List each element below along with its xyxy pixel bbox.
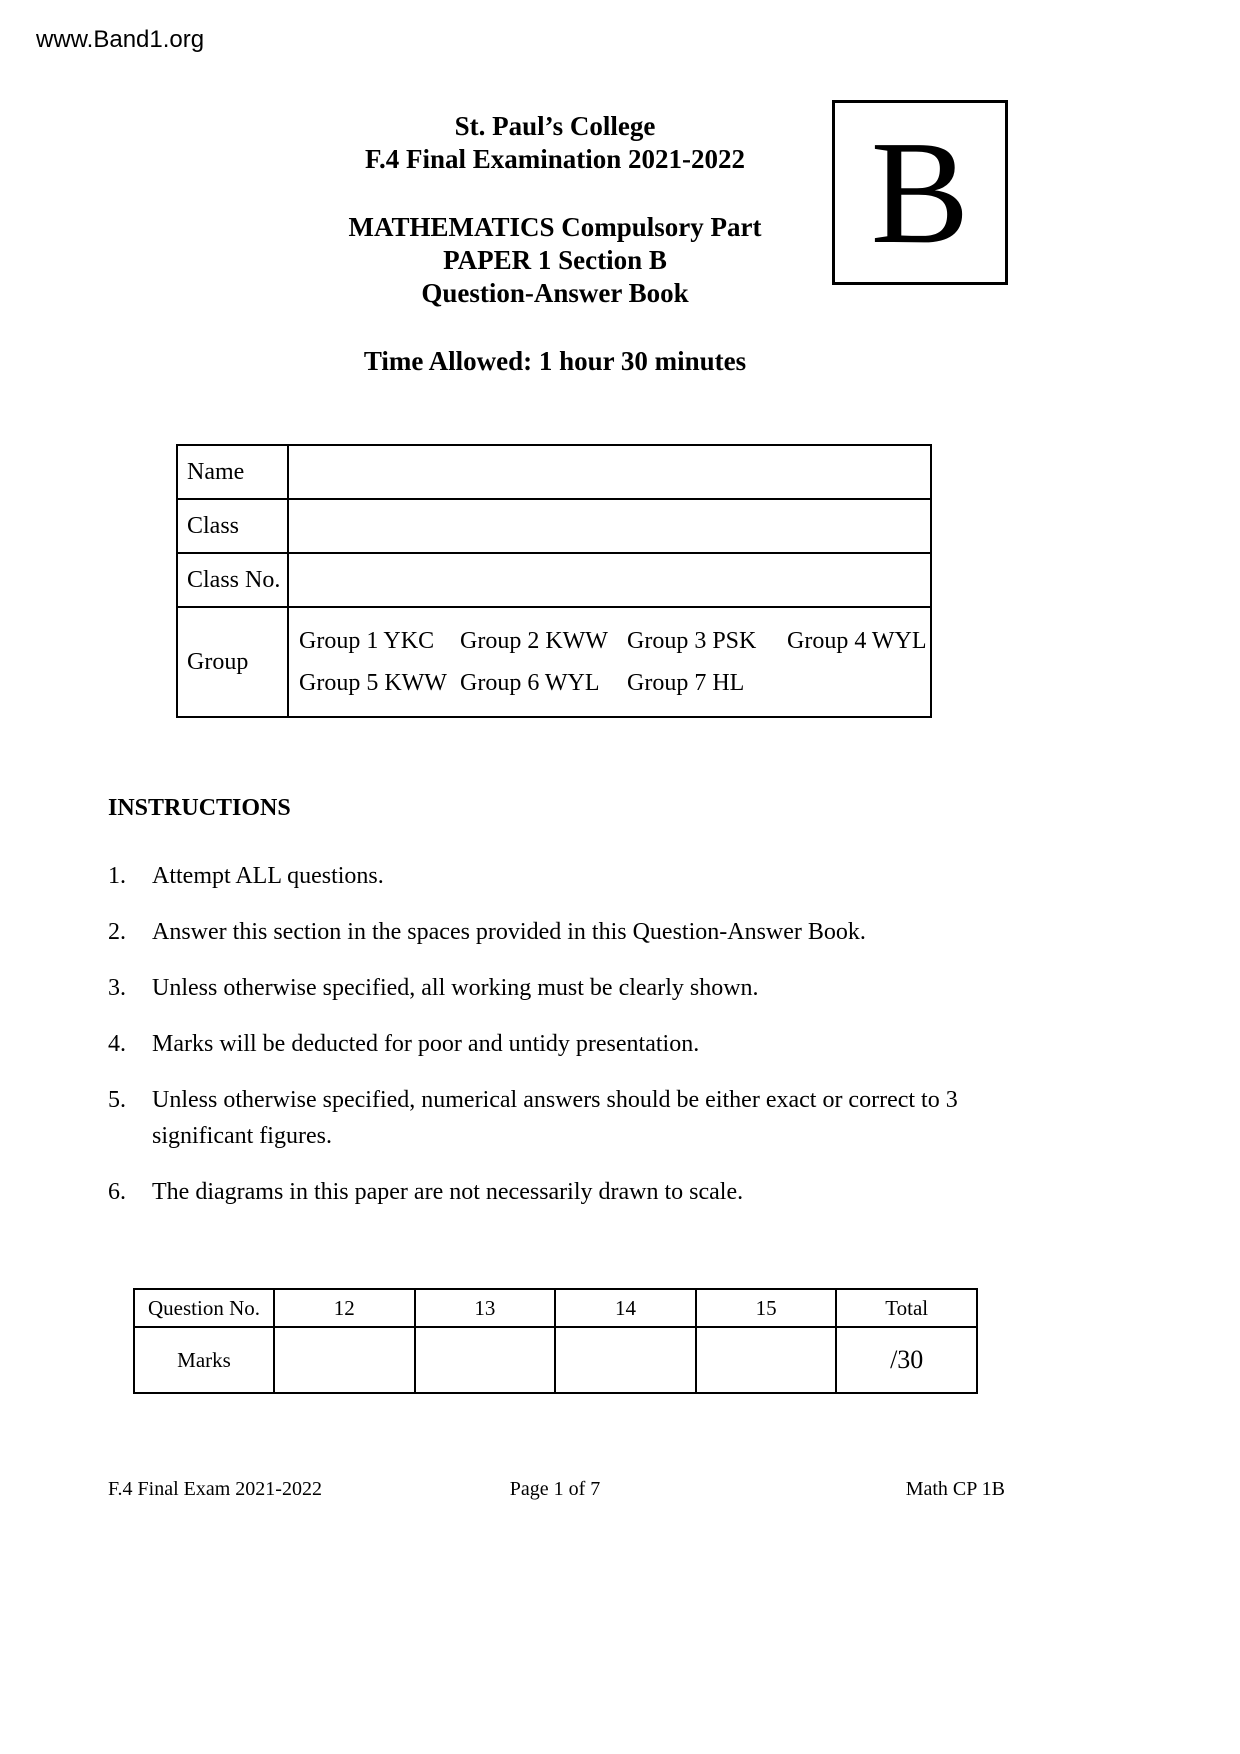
total-marks-cell: /30 [836,1327,977,1393]
footer-paper-code: Math CP 1B [905,1478,1005,1500]
title-block [0,110,1110,378]
instruction-number: 4. [108,1031,126,1057]
table-row [177,553,931,607]
spacer [0,176,1110,211]
marks-table [133,1288,978,1394]
school-name: St. Paul’s College [454,111,656,141]
exam-title: F.4 Final Examination 2021-2022 [364,144,746,174]
instruction-text: Marks will be deducted for poor and untidy presentation. [152,1031,700,1057]
group-label: Group [177,607,288,717]
question-14-header: 14 [555,1289,696,1327]
group-option: Group 5 KWW [299,669,447,696]
instruction-item [108,914,1014,950]
marks-table-header-row [134,1289,977,1327]
book-title: Question-Answer Book [421,278,689,308]
group-options-cell [288,607,931,717]
footer-page-number: Page 1 of 7 [509,1478,601,1500]
marks-cell-15 [696,1327,837,1393]
instruction-number: 6. [108,1179,126,1205]
instruction-item [108,1174,1014,1210]
class-field [288,499,931,553]
instruction-number: 5. [108,1087,126,1113]
instruction-item [108,1026,1014,1062]
instruction-text: Unless otherwise specified, all working must be clearly shown. [152,975,759,1001]
instruction-number: 1. [108,863,126,889]
watermark: www.Band1.org [36,26,205,53]
group-option: Group 7 HL [627,669,745,696]
group-options-line2 [299,670,930,697]
student-info-table [176,444,932,718]
class-label: Class [177,499,288,553]
instruction-item [108,1082,1014,1154]
instructions-heading: INSTRUCTIONS [108,795,291,821]
spacer [0,310,1110,345]
instruction-number: 3. [108,975,126,1001]
instruction-text: Unless otherwise specified, numerical answers should be either exact or correct to 3 significant figures. [152,1087,958,1149]
instruction-text: Answer this section in the spaces provided in this Question-Answer Book. [152,919,866,945]
instruction-text: Attempt ALL questions. [152,863,384,889]
marks-table-data-row [134,1327,977,1393]
class-no-label: Class No. [177,553,288,607]
instruction-number: 2. [108,919,126,945]
group-option: Group 2 KWW [460,627,608,654]
marks-row-label: Marks [134,1327,274,1393]
time-allowed: Time Allowed: 1 hour 30 minutes [363,346,747,376]
paper-title: PAPER 1 Section B [443,245,667,275]
question-12-header: 12 [274,1289,415,1327]
name-label: Name [177,445,288,499]
marks-cell-13 [415,1327,556,1393]
marks-cell-12 [274,1327,415,1393]
table-row [177,499,931,553]
table-row [177,607,931,717]
question-13-header: 13 [415,1289,556,1327]
instruction-text: The diagrams in this paper are not necessarily drawn to scale. [152,1179,744,1205]
marks-cell-14 [555,1327,696,1393]
group-option: Group 4 WYL [787,627,927,654]
name-field [288,445,931,499]
class-no-field [288,553,931,607]
table-row [177,445,931,499]
question-15-header: 15 [696,1289,837,1327]
instructions-section [108,795,1014,1230]
group-option: Group 3 PSK [627,627,757,654]
total-header: Total [836,1289,977,1327]
group-option: Group 6 WYL [460,669,600,696]
paper-letter: B [870,110,970,275]
instruction-item [108,858,1014,894]
group-option [787,670,930,697]
subject-title: MATHEMATICS Compulsory Part [348,212,762,242]
group-option: Group 1 YKC [299,627,435,654]
question-no-header: Question No. [134,1289,274,1327]
group-options-line1 [299,628,930,655]
footer-exam-name: F.4 Final Exam 2021-2022 [108,1478,322,1500]
instruction-item [108,970,1014,1006]
